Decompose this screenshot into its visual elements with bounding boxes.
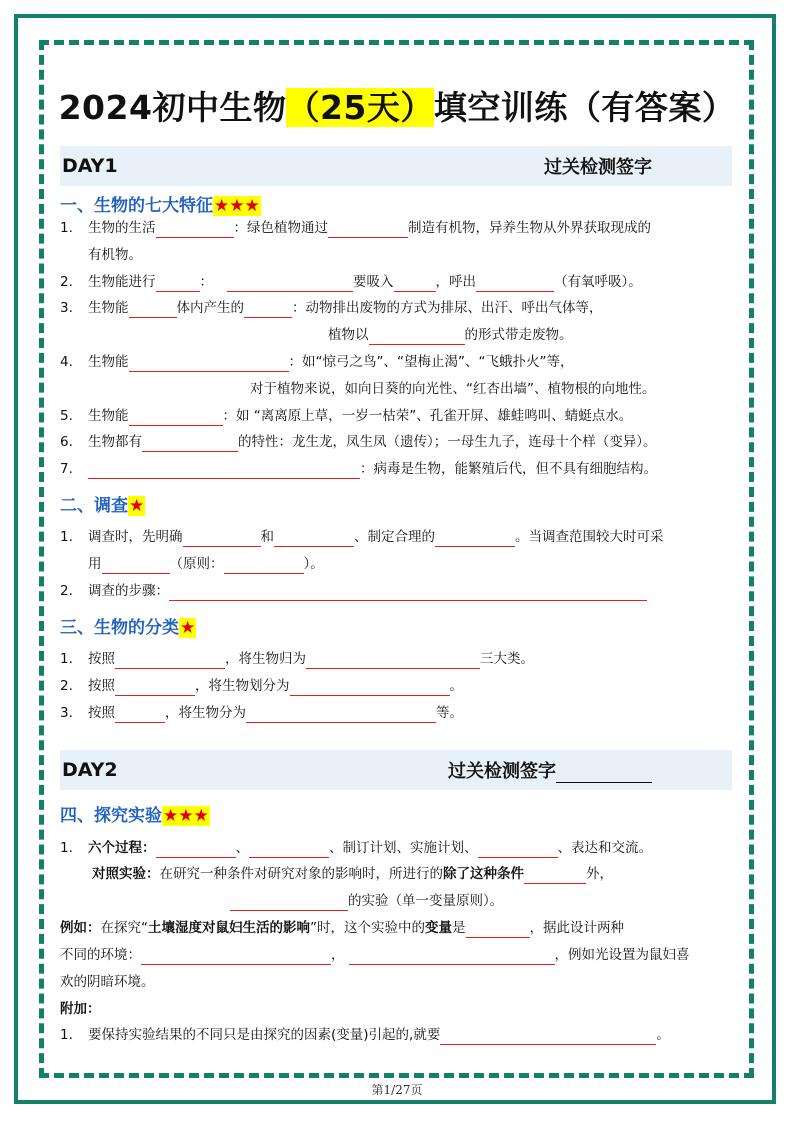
- blank[interactable]: [142, 436, 238, 452]
- s3-item-1: 1. 按照 ，将生物归为 三大类。: [60, 651, 534, 667]
- signature-blank[interactable]: [556, 764, 652, 783]
- blank[interactable]: [524, 868, 586, 884]
- s1-item-3-cont: 植物以 的形式带走废物。: [328, 327, 573, 343]
- s2-item-1: 1. 调查时，先明确 和 、制定合理的 。当调查范围较大时可采: [60, 529, 664, 545]
- day1-label: DAY1: [62, 155, 118, 177]
- s3-item-2: 2. 按照 ，将生物划分为 。: [60, 678, 463, 694]
- blank[interactable]: [440, 1029, 656, 1045]
- blank[interactable]: [102, 558, 170, 574]
- star-icon: ★★★: [163, 806, 209, 826]
- blank[interactable]: [328, 222, 408, 238]
- blank[interactable]: [115, 707, 165, 723]
- blank[interactable]: [141, 949, 331, 965]
- s4-control-experiment-cont: 的实验（单一变量原则）。: [60, 891, 740, 911]
- blank[interactable]: [230, 895, 348, 911]
- blank[interactable]: [290, 680, 450, 696]
- s1-item-2: 2. 生物能进行 ： 要吸入 ，呼出 （有氧呼吸）。: [60, 274, 642, 290]
- s1-item-1: 1. 生物的生活 ：绿色植物通过 制造有机物，异养生物从外界获取现成的: [60, 220, 651, 236]
- s4-addendum-label: 附加：: [60, 1001, 101, 1017]
- blank[interactable]: [156, 276, 200, 292]
- s1-item-6: 6. 生物都有 的特性：龙生龙，凤生凤（遗传）；一母生九子，连母十个样（变异）。: [60, 434, 657, 450]
- section-2-heading: 二、调查★: [60, 496, 145, 516]
- blank[interactable]: [115, 653, 225, 669]
- star-icon: ★: [129, 496, 145, 516]
- day2-sign-label: 过关检测签字: [448, 757, 652, 783]
- star-icon: ★: [180, 618, 196, 638]
- day2-band: [60, 750, 732, 790]
- blank[interactable]: [435, 531, 515, 547]
- day1-band: [60, 146, 732, 186]
- blank[interactable]: [478, 842, 558, 858]
- day2-label: DAY2: [62, 759, 118, 781]
- blank[interactable]: [246, 707, 436, 723]
- blank[interactable]: [244, 302, 292, 318]
- section-3-heading: 三、生物的分类★: [60, 618, 196, 638]
- day1-sign-label: 过关检测签字: [544, 157, 652, 178]
- blank[interactable]: [369, 329, 465, 345]
- blank[interactable]: [349, 949, 555, 965]
- s4-example-cont: 不同的环境： ， ，例如光设置为鼠妇喜: [60, 947, 690, 963]
- s1-item-4-cont: 对于植物来说，如向日葵的向光性、“红杏出墙”、植物根的向地性。: [250, 381, 656, 397]
- blank[interactable]: [476, 276, 554, 292]
- s4-addendum-item: 1. 要保持实验结果的不同只是由探究的因素(变量)引起的,就要 。: [60, 1027, 670, 1043]
- blank[interactable]: [88, 463, 360, 479]
- blank[interactable]: [183, 531, 261, 547]
- page-title: 2024初中生物（25天）填空训练（有答案）: [58, 88, 736, 127]
- blank[interactable]: [249, 842, 329, 858]
- blank[interactable]: [227, 276, 353, 292]
- s1-item-1-cont: 有机物。: [88, 247, 142, 263]
- section-1-heading: 一、生物的七大特征★★★: [60, 196, 260, 216]
- blank[interactable]: [129, 302, 177, 318]
- blank[interactable]: [115, 680, 195, 696]
- page-number: 第1/27页: [371, 1083, 423, 1097]
- s2-item-1-cont: 用 （原则： ）。: [88, 556, 324, 572]
- s4-control-experiment: 对照实验：在研究一种条件对研究对象的影响时，所进行的除了这种条件 外，: [92, 866, 613, 882]
- blank[interactable]: [129, 410, 223, 426]
- blank[interactable]: [306, 653, 480, 669]
- blank[interactable]: [129, 356, 289, 372]
- blank[interactable]: [169, 585, 647, 601]
- blank[interactable]: [156, 222, 234, 238]
- title-highlight: （25天）: [286, 88, 434, 127]
- s4-item-1: 1. 六个过程： 、 、制订计划、实施计划、 、表达和交流。: [60, 840, 652, 856]
- s1-item-7: 7. ：病毒是生物，能繁殖后代，但不具有细胞结构。: [60, 461, 657, 477]
- s1-item-3: 3. 生物能 体内产生的 ：动物排出废物的方式为排尿、出汗、呼出气体等，: [60, 300, 603, 316]
- blank[interactable]: [224, 558, 304, 574]
- s4-example: 例如：在探究“土壤湿度对鼠妇生活的影响”时，这个实验中的变量是 ，据此设计两种: [60, 920, 624, 936]
- blank[interactable]: [394, 276, 436, 292]
- s3-item-3: 3. 按照 ，将生物分为 等。: [60, 705, 463, 721]
- section-4-heading: 四、探究实验★★★: [60, 806, 209, 826]
- blank[interactable]: [156, 842, 236, 858]
- s1-item-4: 4. 生物能 ：如“惊弓之鸟”、“望梅止渴”、“飞蛾扑火”等，: [60, 354, 574, 370]
- star-icon: ★★★: [214, 196, 260, 216]
- s1-item-5: 5. 生物能 ：如 “离离原上草，一岁一枯荣”、孔雀开屏、雄蛙鸣叫、蜻蜓点水。: [60, 408, 633, 424]
- blank[interactable]: [274, 531, 354, 547]
- s2-item-2: 2. 调查的步骤：: [60, 581, 740, 601]
- s4-example-cont-2: 欢的阴暗环境。: [60, 974, 155, 990]
- blank[interactable]: [466, 922, 530, 938]
